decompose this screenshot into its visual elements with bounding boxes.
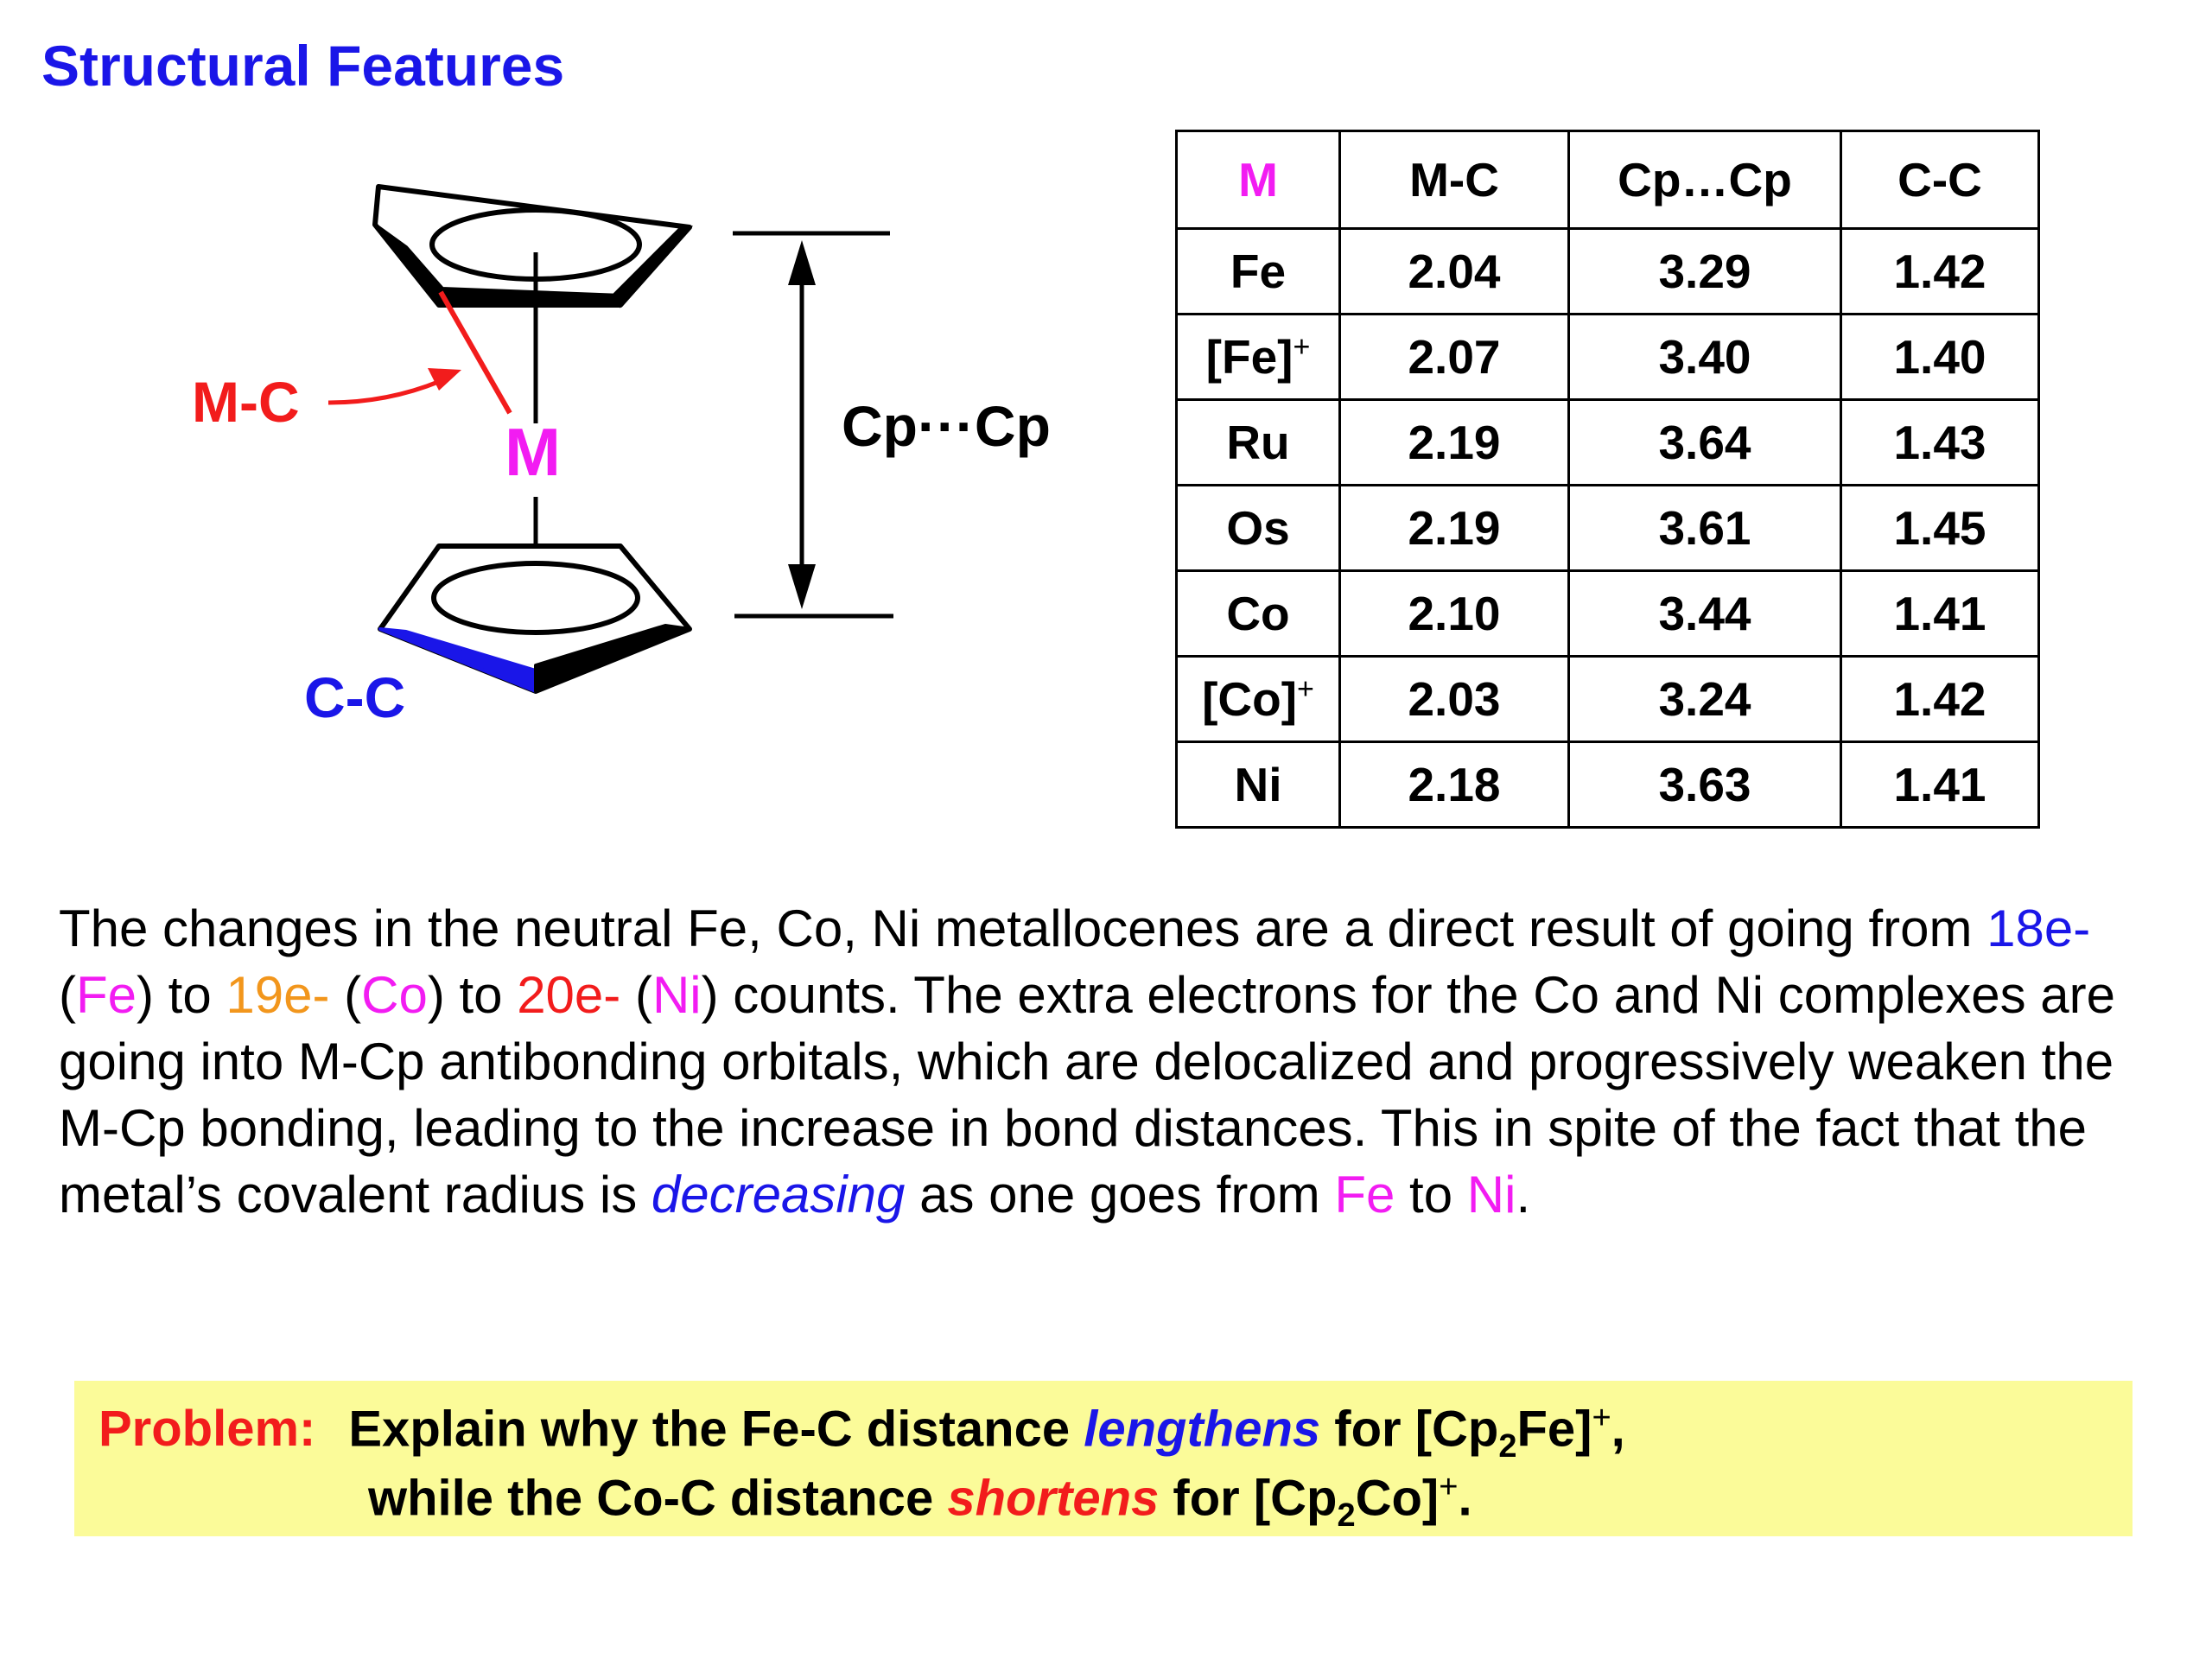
metal-ni: Ni bbox=[652, 966, 702, 1024]
metal-cell: Ru bbox=[1177, 400, 1340, 486]
mc-cell: 2.04 bbox=[1340, 229, 1569, 315]
page-title: Structural Features bbox=[41, 34, 565, 98]
table-row bbox=[1177, 315, 2039, 400]
problem-box bbox=[74, 1381, 2133, 1536]
mc-arrowhead bbox=[428, 368, 461, 391]
cpcp-arrowhead-down bbox=[788, 564, 816, 609]
cc-cell: 1.45 bbox=[1841, 486, 2039, 571]
table-header-row bbox=[1177, 131, 2039, 229]
mc-label: M-C bbox=[192, 370, 300, 434]
header-cc: C-C bbox=[1841, 131, 2039, 229]
cpcp-label: Cp···Cp bbox=[842, 394, 1051, 458]
cc-cell: 1.41 bbox=[1841, 571, 2039, 657]
explanation-paragraph: The changes in the neutral Fe, Co, Ni metallocenes are a direct result of going from 18e- (Fe) to 19e- (Co) to 20e- (Ni) counts. The extra electrons for the Co and Ni complexes are going into M-Cp antibonding orbitals, which are delocalized and progressively weaken the M-Cp bonding, leading to the increase in bond distances. This in spite of the fact that the metal’s covalent radius is decreasing as one goes from Fe to Ni. bbox=[59, 899, 2115, 1224]
cpcp-cell: 3.61 bbox=[1569, 486, 1841, 571]
metallocene-distance-table bbox=[1175, 130, 2040, 829]
shortens-emphasis: shortens bbox=[947, 1470, 1160, 1527]
metal-cell: [Fe]+ bbox=[1177, 315, 1340, 400]
table-row bbox=[1177, 571, 2039, 657]
bottom-cp-ring bbox=[380, 546, 690, 691]
cc-cell: 1.42 bbox=[1841, 229, 2039, 315]
cpcp-cell: 3.24 bbox=[1569, 657, 1841, 742]
metal-co: Co bbox=[361, 966, 428, 1024]
metal-ni-2: Ni bbox=[1466, 1166, 1516, 1224]
mc-cell: 2.03 bbox=[1340, 657, 1569, 742]
table-row bbox=[1177, 742, 2039, 828]
mc-cell: 2.07 bbox=[1340, 315, 1569, 400]
metal-fe: Fe bbox=[75, 966, 137, 1024]
count-19e: 19e- bbox=[226, 966, 330, 1024]
problem-line-2: while the Co-C distance shortens for $[Cp_2Co]^+$. bbox=[368, 1469, 1472, 1534]
metal-cell: Fe bbox=[1177, 229, 1340, 315]
metal-fe-2: Fe bbox=[1334, 1166, 1395, 1224]
metal-cell: Ni bbox=[1177, 742, 1340, 828]
table-row bbox=[1177, 400, 2039, 486]
header-cpcp: Cp…Cp bbox=[1569, 131, 1841, 229]
cc-cell: 1.40 bbox=[1841, 315, 2039, 400]
cc-cell: 1.43 bbox=[1841, 400, 2039, 486]
mc-cell: 2.10 bbox=[1340, 571, 1569, 657]
top-cp-ring bbox=[375, 187, 690, 305]
problem-line-1: Problem: Explain why the Fe-C distance lengthens for $[Cp_2Fe]^+$, bbox=[99, 1400, 1625, 1465]
mc-arrow bbox=[328, 380, 442, 403]
mc-cell: 2.18 bbox=[1340, 742, 1569, 828]
cpcp-cell: 3.44 bbox=[1569, 571, 1841, 657]
header-metal: M bbox=[1177, 131, 1340, 229]
table-row bbox=[1177, 229, 2039, 315]
cc-cell: 1.42 bbox=[1841, 657, 2039, 742]
lengthens-emphasis: lengthens bbox=[1084, 1401, 1321, 1458]
metal-cell: [Co]+ bbox=[1177, 657, 1340, 742]
metallocene-diagram bbox=[0, 0, 1123, 760]
cpcp-arrowhead-up bbox=[788, 240, 816, 285]
mc-cell: 2.19 bbox=[1340, 486, 1569, 571]
table-row bbox=[1177, 657, 2039, 742]
header-mc: M-C bbox=[1340, 131, 1569, 229]
count-18e: 18e- bbox=[1986, 899, 2091, 957]
cpcp-cell: 3.40 bbox=[1569, 315, 1841, 400]
metal-cell: Co bbox=[1177, 571, 1340, 657]
problem-label: Problem: bbox=[99, 1401, 316, 1458]
cpcp-cell: 3.64 bbox=[1569, 400, 1841, 486]
metal-cell: Os bbox=[1177, 486, 1340, 571]
table-row bbox=[1177, 486, 2039, 571]
count-20e: 20e- bbox=[517, 966, 621, 1024]
cpcp-cell: 3.29 bbox=[1569, 229, 1841, 315]
decreasing-emphasis: decreasing bbox=[651, 1166, 906, 1224]
cc-label: C-C bbox=[304, 665, 406, 729]
cc-cell: 1.41 bbox=[1841, 742, 2039, 828]
mc-bond-line bbox=[441, 292, 510, 413]
mc-cell: 2.19 bbox=[1340, 400, 1569, 486]
metal-label: M bbox=[505, 414, 561, 490]
cpcp-cell: 3.63 bbox=[1569, 742, 1841, 828]
